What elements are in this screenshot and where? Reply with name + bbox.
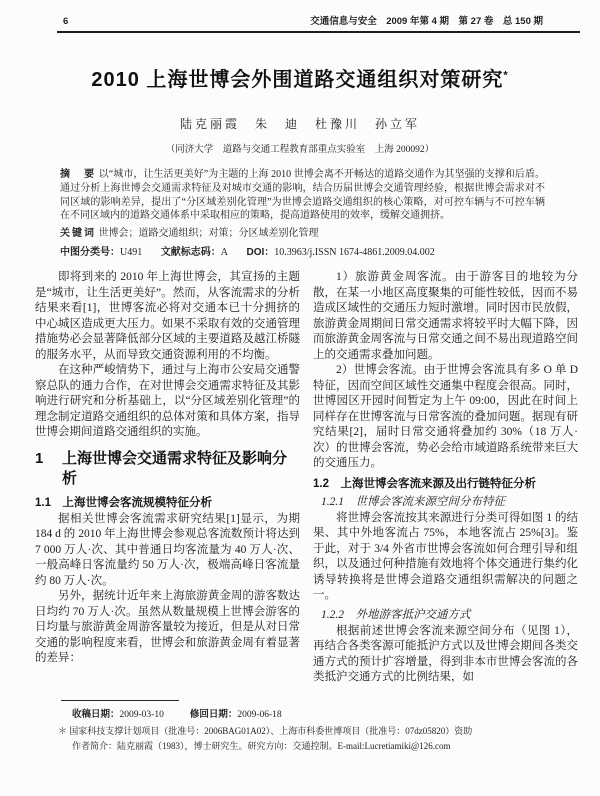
left-column (35, 270, 300, 682)
received-date-label: 收稿日期： (72, 709, 120, 720)
section-1-1-paragraph-2: 另外，据统计近年来上海旅游黄金周的游客数达日均约 70 万人·次。虽然从数量规模上世博会游客的日均量与旅游黄金周游客量较为接近，但是从对日常交通的影响程度来看，世博会和旅游黄金周有着显著的差异： (35, 590, 300, 665)
heading-1-2-2: 1.2.2 外地游客抵沪交通方式 (321, 608, 471, 621)
expo-flow-paragraph: 2）世博会客流。由于世博会客流具有多 O 单 D 特征，因而空间区域性交通集中程度会很高。同时，世博园区开园时间暂定为上午 09:00，因此在时间上同样存在世博客流与日常客流的叠加问题。据现有研究结果[2]，届时日常交通将叠加约 30%（18 万人·次）的世博会客流，势必会给市域道路系统带来巨大的交通压力。 (313, 364, 578, 470)
section-1-heading (35, 449, 300, 489)
revised-date-value: 2009-06-18 (237, 710, 282, 720)
doi-label: DOI： (246, 247, 275, 259)
keywords-text: 世博会；道路交通组织；对策；分区域差别化管理 (98, 228, 319, 240)
affiliation-line: （同济大学 道路与交通工程教育部重点实验室 上海 200092） (165, 145, 435, 155)
dates-line (72, 706, 578, 720)
section-1-1-paragraph-1: 据相关世博会客流需求研究结果[1]显示，为期 184 d 的 2010 年上海世博会参观总客流数预计将达到 7 000 万人·次、其中普通日均客流量为 40 万人·次、一般高峰日客流量约 50 万人·次，极端高峰日客流量约 80 万人·次。 (35, 512, 300, 587)
page-number: 6 (63, 16, 69, 27)
intro-paragraph-1: 即将到来的 2010 年上海世博会，其宣扬的主题是“城市，让生活更美好”。然而，从客流需求的分析结果来看[1]，世博客流必将对交通本已十分拥挤的中心城区造成更大压力。如果不采取有效的交通管理措施势必会显著降低部分区域的主要道路及越江桥隧的服务水平，从而导致交通资源利用的不均衡。 (35, 271, 300, 361)
doc-code-label: 文献标志码： (160, 247, 221, 259)
keywords-line (60, 224, 545, 239)
running-head (0, 0, 600, 27)
golden-week-paragraph: 1）旅游黄金周客流。由于游客目的地较为分散，在某一小地区高度聚集的可能性较低，因而不易造成区域性的交通压力短时激增。同时因市民放假，旅游黄金周期间日常交通需求将较平时大幅下降，因而旅游黄金周客流与日常交通之间不易出现道路空间上的交通需求叠加问题。 (313, 271, 578, 361)
clc-label: 中图分类号： (60, 247, 120, 259)
heading-1-1: 1.1 上海世博会客流规模特征分析 (35, 496, 212, 509)
abstract-block (60, 168, 545, 223)
abstract-text: 以“城市，让生活更美好”为主题的上海 2010 世博会离不开畅达的道路交通作为其坚强的支撑和后盾。通过分析上海世博会交通需求特征及对城市交通的影响，结合历届世博会交通管理经验，根据世博会需求对不同区域的影响差异，提出了“分区域差别化管理”为世博会道路交通组织的核心策略，对可控车辆与不可控车辆在不同区域内的道路交通体系中采取相应的策略，提高道路使用的效率，缓解交通拥挤。 (60, 169, 546, 222)
paper-title-text: 2010 上海世博会外围道路交通组织对策研究 (91, 69, 504, 91)
section-1-2-2-paragraph: 根据前述世博会客流来源空间分布（见图 1），再结合各类客源可能抵沪方式以及世博会期间各类交通方式的预计扩容增量，得到非本市世博会客流的各类抵沪交通方式的比例结果，如 (313, 624, 578, 683)
header-rule (57, 31, 580, 33)
doc-code-value: A (220, 247, 228, 259)
doc-code-segment (161, 247, 228, 258)
abstract-label: 摘 要 (60, 169, 97, 180)
footnote-rule (61, 700, 179, 701)
footnote-block (35, 700, 578, 752)
clc-value: U491 (120, 247, 143, 259)
doi-value: 10.3963/j.ISSN 1674-4861.2009.04.002 (274, 247, 435, 259)
author-bio: 作者简介：陆克丽霞（1983），博士研究生。研究方向：交通控制。E-mail:Lucretiamiki@126.com (72, 740, 451, 751)
funding-note: ＊ 国家科技支撑计划项目（批准号：2006BAG01A02）、上海市科委世博项目（批准号：07dz05820）资助 (58, 726, 473, 736)
clc-segment (60, 247, 142, 258)
classification-line (60, 243, 545, 258)
section-1-number: 1 (35, 449, 44, 467)
paper-title (20, 63, 580, 92)
heading-1-2: 1.2 上海世博会客流来源及出行链特征分析 (313, 477, 536, 490)
journal-info: 交通信息与安全 2009 年第 4 期 第 27 卷 总 150 期 (310, 16, 543, 27)
section-1-2-1-paragraph: 将世博会客流按其来源进行分类可得如图 1 的结果、其中外地客流占 75%，本地客流占 25%[3]。鉴于此，对于 3/4 外省市世博会客流如何合理引导和组织，以及通过何种措施有效地将个体交通进行集约化诱导转换将是世博会道路交通组织需解决的问题之一。 (313, 511, 578, 602)
right-column (313, 270, 578, 682)
body-columns (35, 270, 578, 682)
section-1-title: 上海世博会交通需求特征及影响分析 (62, 449, 288, 487)
authors-line: 陆克丽霞 朱 迪 杜豫川 孙立军 (179, 117, 420, 131)
doi-segment (246, 247, 434, 258)
intro-paragraph-2: 在这种严峻情势下，通过与上海市公安局交通警察总队的通力合作，在对世博会交通需求特征及其影响进行研究和分析基础上，以“分区域差别化管理”的理念制定道路交通组织的总体对策和具体方案，指导世博会期间道路交通组织的实施。 (35, 364, 300, 439)
title-footnote-mark: * (503, 69, 509, 82)
revised-date-label: 修回日期： (189, 709, 238, 720)
received-date-value: 2009-03-10 (119, 710, 164, 720)
heading-1-2-1: 1.2.1 世博会客流来源空间分布特征 (321, 495, 505, 508)
keywords-label: 关键词 (60, 228, 96, 240)
